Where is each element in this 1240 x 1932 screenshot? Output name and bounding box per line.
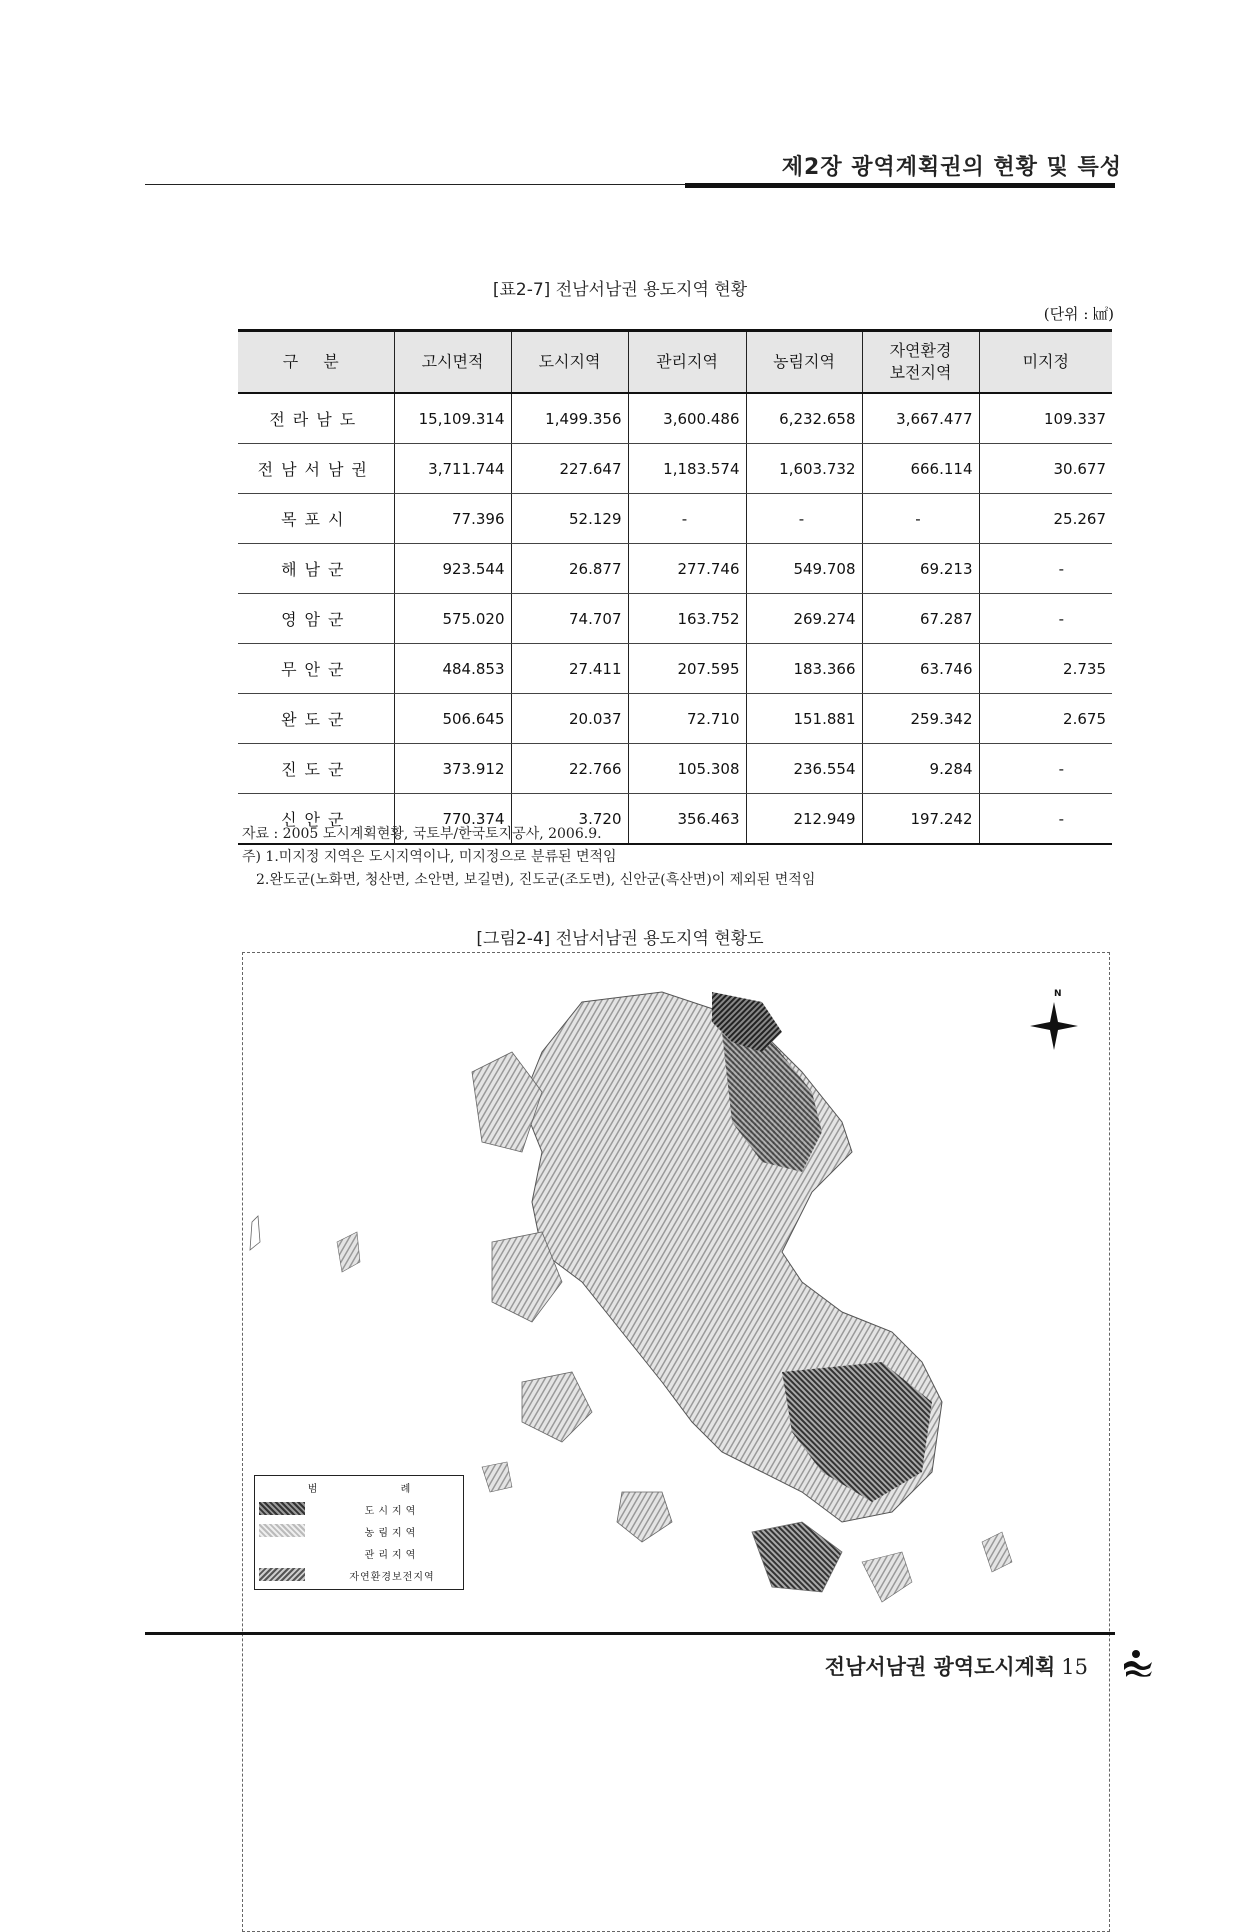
table-row (238, 744, 1112, 794)
legend-item (255, 1520, 463, 1540)
chapter-title: 제2장 광역계획권의 현황 및 특성 (781, 155, 1122, 180)
table-row (238, 494, 1112, 544)
table-row (238, 594, 1112, 644)
col-header-nature-conservation: 자연환경 보전지역 (862, 331, 979, 394)
table-cell: 197.242 (862, 794, 979, 845)
table-cell: 183.366 (746, 644, 862, 694)
table-cell: 484.853 (394, 644, 511, 694)
table-cell: 3.720 (511, 794, 628, 845)
table-cell: 3,667.477 (862, 393, 979, 444)
footer-rule (145, 1632, 1115, 1635)
table-cell: 1,603.732 (746, 444, 862, 494)
legend-label: 관리지역 (364, 1550, 420, 1561)
table-cell: 해남군 (238, 544, 394, 594)
col-header-agri-forest: 농림지역 (746, 331, 862, 394)
table-cell: - (979, 544, 1112, 594)
page-number: 15 (1061, 1655, 1088, 1679)
table-cell: 전라남도 (238, 393, 394, 444)
table-cell: 25.267 (979, 494, 1112, 544)
table-title: [표2-7] 전남서남권 용도지역 현황 (492, 280, 748, 300)
footnote-1: 주) 1.미지정 지역은 도시지역이나, 미지정으로 분류된 면적임 (242, 849, 617, 865)
table-row (238, 444, 1112, 494)
table-cell: - (979, 744, 1112, 794)
legend-head-left: 범 (307, 1484, 318, 1495)
table-cell: 373.912 (394, 744, 511, 794)
header-rule-thick (685, 183, 1115, 188)
table-cell: 63.746 (862, 644, 979, 694)
legend-swatch-urban (259, 1502, 305, 1515)
island-small (862, 1552, 912, 1602)
source-note: 자료 : 2005 도시계획현황, 국토부/한국토지공사, 2006.9. (242, 826, 602, 842)
table-cell: 2.735 (979, 644, 1112, 694)
table-cell: 26.877 (511, 544, 628, 594)
table-unit: (단위 : ㎢) (1043, 305, 1114, 323)
table-cell: - (979, 594, 1112, 644)
table-cell: 151.881 (746, 694, 862, 744)
table-cell: 666.114 (862, 444, 979, 494)
table-cell: 1,499.356 (511, 393, 628, 444)
table-cell: 1,183.574 (628, 444, 746, 494)
table-row (238, 644, 1112, 694)
table-cell: 69.213 (862, 544, 979, 594)
table-cell: 67.287 (862, 594, 979, 644)
legend-head-right: 례 (400, 1484, 411, 1495)
table-cell: 109.337 (979, 393, 1112, 444)
table-cell: - (979, 794, 1112, 845)
table-cell: 506.645 (394, 694, 511, 744)
table-header-row (238, 331, 1112, 394)
legend-label: 자연환경보전지역 (349, 1572, 435, 1583)
legend-header (255, 1480, 463, 1495)
table-cell: 356.463 (628, 794, 746, 845)
table-cell: 진도군 (238, 744, 394, 794)
island-cluster (522, 1372, 592, 1442)
col-header-management: 관리지역 (628, 331, 746, 394)
col-header-unassigned: 미지정 (979, 331, 1112, 394)
table-cell: 2.675 (979, 694, 1112, 744)
table-cell: 269.274 (746, 594, 862, 644)
table-cell: 30.677 (979, 444, 1112, 494)
legend-swatch-agri (259, 1524, 305, 1537)
col-header-urban: 도시지역 (511, 331, 628, 394)
footer-logo-icon (1120, 1648, 1154, 1678)
island-small (482, 1462, 512, 1492)
table-cell: 22.766 (511, 744, 628, 794)
table-cell: - (628, 494, 746, 544)
island-cluster (617, 1492, 672, 1542)
table-cell: 전남서남권 (238, 444, 394, 494)
table-notes (242, 823, 815, 892)
table-cell: 770.374 (394, 794, 511, 845)
table-cell: 9.284 (862, 744, 979, 794)
table-cell: 277.746 (628, 544, 746, 594)
table-cell: 549.708 (746, 544, 862, 594)
island-cluster (752, 1522, 842, 1592)
table-cell: 227.647 (511, 444, 628, 494)
table-cell: - (862, 494, 979, 544)
table-cell: - (746, 494, 862, 544)
table-cell: 236.554 (746, 744, 862, 794)
island-small (337, 1232, 360, 1272)
footer-title: 전남서남권 광역도시계획 (824, 1655, 1056, 1679)
table-row (238, 393, 1112, 444)
table-cell: 52.129 (511, 494, 628, 544)
table-cell: 20.037 (511, 694, 628, 744)
table-cell: 무안군 (238, 644, 394, 694)
col-header-notified-area: 고시면적 (394, 331, 511, 394)
table-cell: 207.595 (628, 644, 746, 694)
table-cell: 3,600.486 (628, 393, 746, 444)
table-cell: 163.752 (628, 594, 746, 644)
island-small (982, 1532, 1012, 1572)
table-cell: 74.707 (511, 594, 628, 644)
table-cell: 완도군 (238, 694, 394, 744)
legend-swatch-management (259, 1546, 305, 1559)
legend-swatch-conservation (259, 1568, 305, 1581)
table-cell: 목포시 (238, 494, 394, 544)
table-cell: 575.020 (394, 594, 511, 644)
footnote-2: 2.완도군(노화면, 청산면, 소안면, 보길면), 진도군(조도면), 신안군(흑산면)이 제외된 면적임 (256, 872, 816, 888)
table-cell: 3,711.744 (394, 444, 511, 494)
legend-item (255, 1564, 463, 1584)
table-cell: 72.710 (628, 694, 746, 744)
land-use-table (238, 329, 1112, 845)
col-header-category: 구 분 (238, 331, 394, 394)
map-legend (254, 1475, 464, 1590)
island-cluster (472, 1052, 542, 1152)
island-small (250, 1216, 260, 1250)
page-footer (825, 1651, 1088, 1681)
table-cell: 영암군 (238, 594, 394, 644)
legend-item (255, 1542, 463, 1562)
legend-label: 농림지역 (364, 1528, 420, 1539)
legend-label: 도시지역 (364, 1506, 420, 1517)
table-row (238, 694, 1112, 744)
north-label: N (1054, 989, 1062, 999)
table-cell: 259.342 (862, 694, 979, 744)
table-cell: 77.396 (394, 494, 511, 544)
figure-title: [그림2-4] 전남서남권 용도지역 현황도 (476, 929, 764, 949)
table-cell: 105.308 (628, 744, 746, 794)
table-cell: 923.544 (394, 544, 511, 594)
table-cell: 212.949 (746, 794, 862, 845)
table-cell: 15,109.314 (394, 393, 511, 444)
legend-item (255, 1498, 463, 1518)
table-row (238, 544, 1112, 594)
table-cell: 27.411 (511, 644, 628, 694)
table-cell: 6,232.658 (746, 393, 862, 444)
compass-icon (1030, 1002, 1078, 1050)
table-cell: 신안군 (238, 794, 394, 845)
